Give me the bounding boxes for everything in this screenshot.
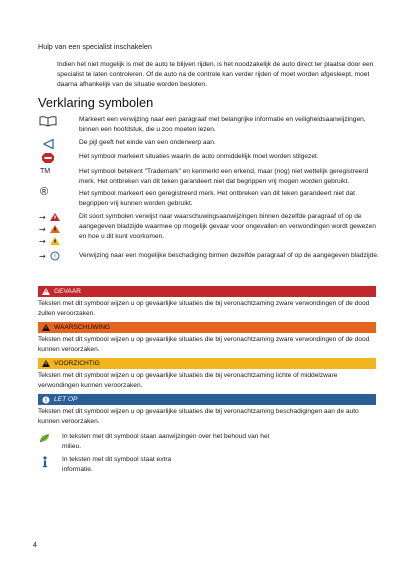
notice-label: LET OP — [54, 396, 78, 403]
info-reference-icon — [38, 251, 72, 263]
notice-label: WAARSCHUWING — [54, 324, 111, 331]
symbol-description: Markeert een verwijzing naar een paragraaf met belangrijke informatie en veiligheidsaanwijzingen, binnen een hoofdstuk, die u zoo moeten lezen. — [79, 116, 366, 133]
stop-icon — [38, 152, 72, 164]
info-icon — [38, 455, 52, 469]
notice-header — [38, 394, 376, 405]
tip-text: In teksten met dit symbool staan aanwijzingen over het behoud van het milieu. — [62, 433, 270, 450]
warning-reference-icons — [38, 212, 72, 248]
symbol-description: Verwijzing naar een mogelijke beschadiging binnen dezelfde paragraaf of op de aangegeven bladzijde. — [79, 252, 379, 259]
book-icon — [38, 115, 72, 127]
warning-triangle-icon — [42, 288, 50, 295]
page-heading: Hulp van een specialist inschakelen — [38, 42, 152, 51]
intro-paragraph: Indien het niet mogelijk is met de auto te blijven rijden, is het noodzakelijk de auto direct ter plaatse door een specialist te laten controleren. Of de auto na de controle kan verder rijden of moet worden afgesleept, moet daarna afhankelijk van de situatie worden besloten. — [57, 61, 374, 88]
arrow-danger-icon — [39, 213, 60, 222]
info-circle-icon — [42, 396, 50, 404]
caution-notice-header — [38, 358, 376, 369]
symbol-description: De pijl geeft het einde van een onderwerp aan. — [79, 139, 216, 146]
notice-label: GEVAAR — [54, 288, 81, 295]
caution-notice-text: Teksten met dit symbool wijzen u op gevaarlijke situaties die bij veronachtzaming lichte of middelzware verwondingen kunnen veroorzaken. — [38, 372, 338, 389]
symbol-description: Het symbool markeert een geregistreerd merk. Het ontbreken van dit teken garandeert niet dat begrippen vrij kunnen worden gebruikt. — [79, 190, 355, 207]
symbol-row-warning-references — [38, 212, 383, 248]
arrow-caution-icon — [39, 237, 60, 246]
notice-label: VOORZICHTIG — [54, 360, 100, 367]
svg-text:!: ! — [53, 253, 57, 261]
svg-text:→: → — [39, 252, 46, 261]
symbol-description: Dit soort symbolen verwijst naar waarschuwingsaanwijzingen binnen dezelfde paragraaf of op de aangegeven bladzijde waarmee op mogelijk gevaar voor ongevallen en verwondingen wordt gewezen en hoe u dit kunt voorkomen. — [79, 213, 376, 240]
warning-notice-header — [38, 322, 376, 333]
danger-notice-header — [38, 286, 376, 297]
svg-text:→: → — [39, 213, 46, 222]
warning-triangle-icon — [42, 324, 50, 331]
svg-text:→: → — [39, 225, 46, 234]
section-title: Verklaring symbolen — [38, 95, 154, 110]
svg-text:→: → — [39, 237, 46, 246]
symbol-description: Het symbool betekent "Trademark" en kenmerkt een erkend, maar (nog) niet wettelijk geregistreerd merk. Het ontbreken van dit teken garandeert niet dat begrippen vrij mogen worden gebruikt. — [79, 168, 369, 185]
leaf-icon — [38, 432, 52, 444]
warning-notice-text: Teksten met dit symbool wijzen u op gevaarlijke situaties die bij veronachtzaming zware verwondingen of de dood kunnen veroorzaken. — [38, 336, 370, 353]
arrow-warning-icon — [39, 225, 60, 234]
arrow-left-icon — [38, 138, 72, 150]
registered-symbol: ® — [40, 186, 49, 198]
warning-triangle-icon — [42, 360, 50, 367]
symbol-description: Het symbool markeert situaties waarin de auto onmiddellijk moet worden stilgezet. — [79, 153, 319, 160]
page-number: 4 — [33, 542, 37, 549]
tip-text: In teksten met dit symbool staat extra informatie. — [62, 456, 172, 473]
notice-text: Teksten met dit symbool wijzen u op gevaarlijke situaties die bij veronachtzaming beschadigingen aan de auto kunnen veroorzaken. — [38, 408, 359, 425]
danger-notice-text: Teksten met dit symbool wijzen u op gevaarlijke situaties die bij veronachtzaming zware verwondingen of de dood zullen veroorzaken. — [38, 300, 370, 317]
trademark-symbol: TM — [40, 168, 51, 175]
